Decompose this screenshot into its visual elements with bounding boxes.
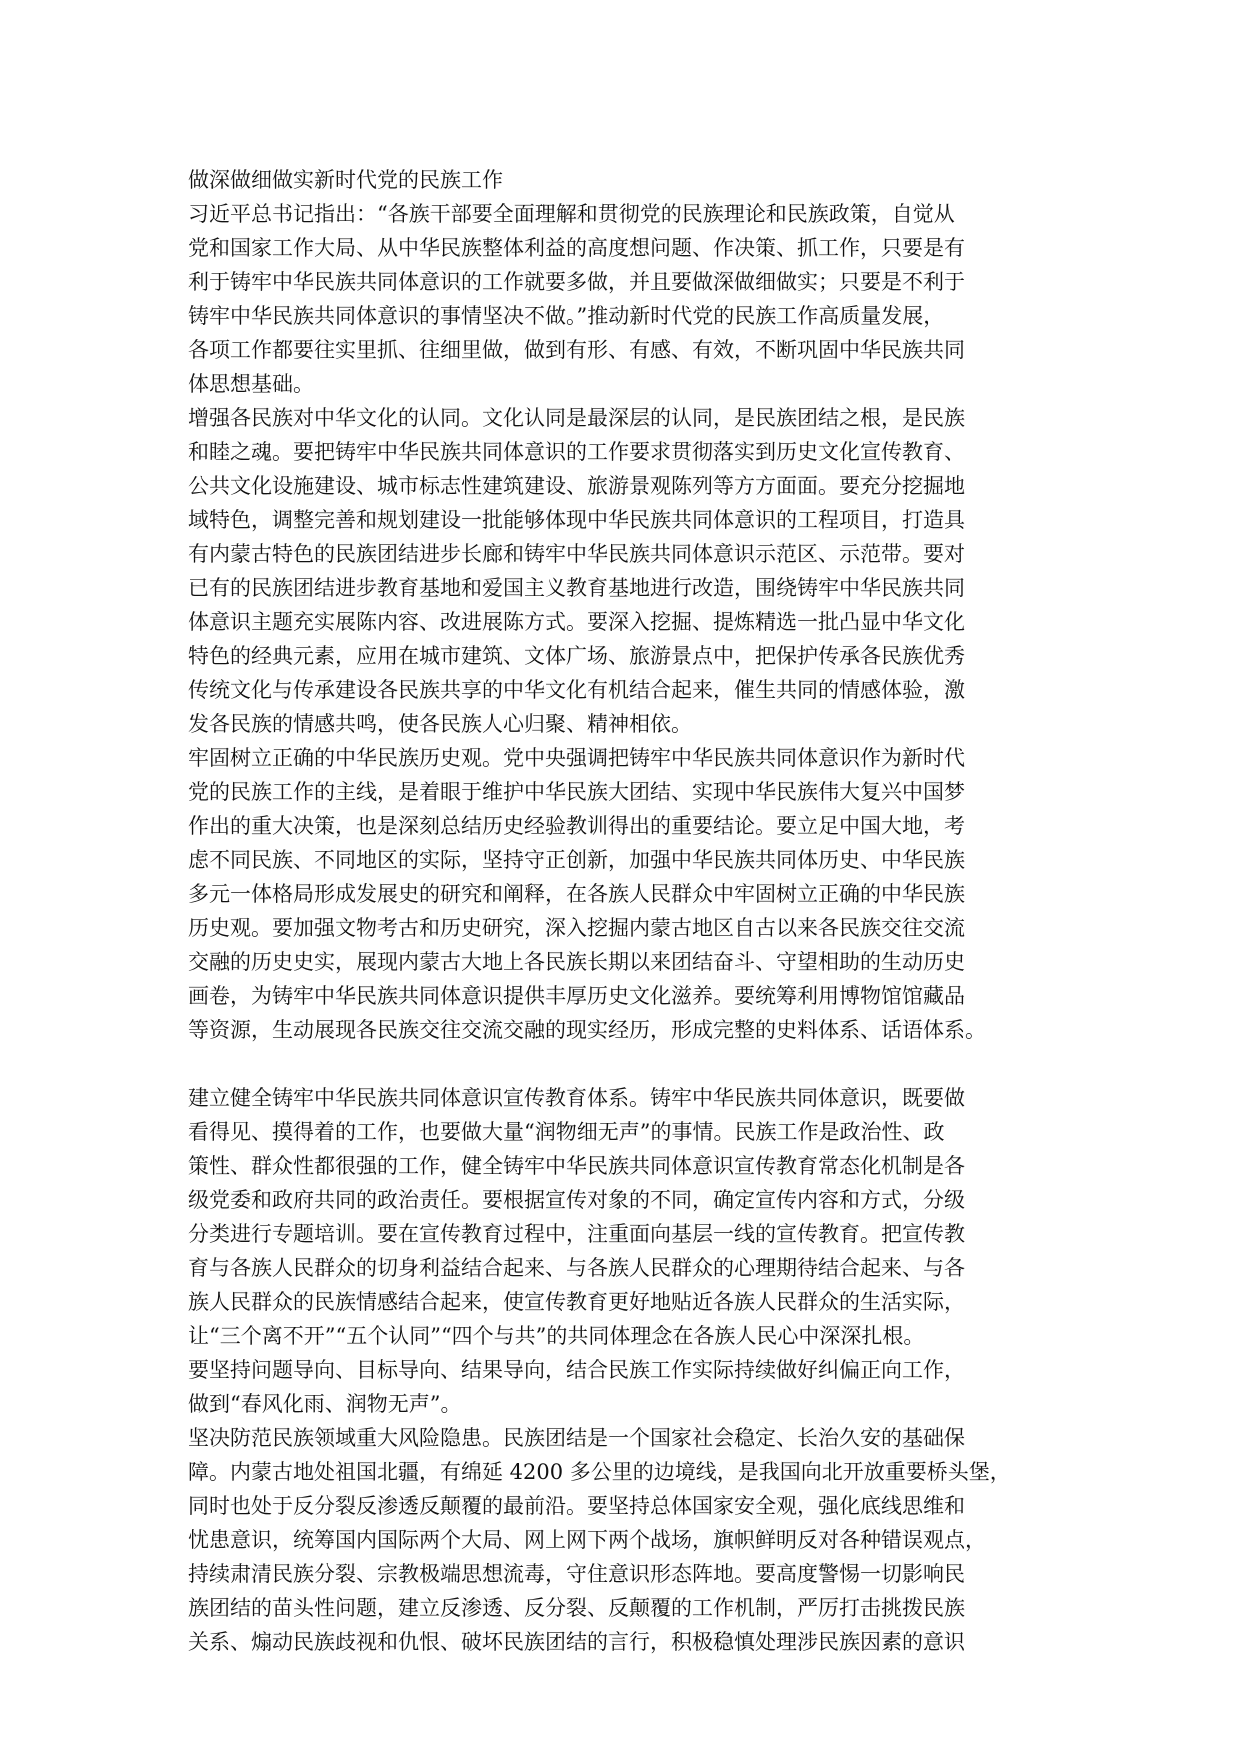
text-line: 族团结的苗头性问题，建立反渗透、反分裂、反颠覆的工作机制，严厉打击挑拨民族 xyxy=(188,1596,965,1620)
text-line: 级党委和政府共同的政治责任。要根据宣传对象的不同，确定宣传内容和方式，分级 xyxy=(188,1188,965,1212)
text-line: 持续肃清民族分裂、宗教极端思想流毒，守住意识形态阵地。要高度警惕一切影响民 xyxy=(188,1562,965,1586)
paragraph xyxy=(188,197,1088,401)
text-line: 让“三个离不开”“五个认同”“四个与共”的共同体理念在各族人民心中深深扎根。 xyxy=(188,1324,925,1348)
text-line: 域特色，调整完善和规划建设一批能够体现中华民族共同体意识的工程项目，打造具 xyxy=(188,508,965,532)
text-line: 育与各族人民群众的切身利益结合起来、与各族人民群众的心理期待结合起来、与各 xyxy=(188,1256,965,1280)
paragraph-spacer xyxy=(188,1047,1088,1081)
document-page xyxy=(188,163,1088,1659)
text-line: 要坚持问题导向、目标导向、结果导向，结合民族工作实际持续做好纠偏正向工作， xyxy=(188,1358,965,1382)
text-line: 同时也处于反分裂反渗透反颠覆的最前沿。要坚持总体国家安全观，强化底线思维和 xyxy=(188,1494,965,1518)
text-line: 各项工作都要往实里抓、往细里做，做到有形、有感、有效，不断巩固中华民族共同 xyxy=(188,338,965,362)
text-line: 牢固树立正确的中华民族历史观。党中央强调把铸牢中华民族共同体意识作为新时代 xyxy=(188,746,965,770)
text-line: 坚决防范民族领域重大风险隐患。民族团结是一个国家社会稳定、长治久安的基础保 xyxy=(188,1426,965,1450)
paragraph xyxy=(188,1081,1088,1421)
text-line: 党和国家工作大局、从中华民族整体利益的高度想问题、作决策、抓工作，只要是有 xyxy=(188,236,965,260)
document-title: 做深做细做实新时代党的民族工作 xyxy=(188,168,503,192)
text-line: 虑不同民族、不同地区的实际，坚持守正创新，加强中华民族共同体历史、中华民族 xyxy=(188,848,965,872)
text-line: 族人民群众的民族情感结合起来，使宣传教育更好地贴近各族人民群众的生活实际， xyxy=(188,1290,965,1314)
text-line: 发各民族的情感共鸣，使各民族人心归聚、精神相依。 xyxy=(188,712,692,736)
text-line: 体思想基础。 xyxy=(188,372,314,396)
paragraph xyxy=(188,401,1088,741)
text-line: 铸牢中华民族共同体意识的事情坚决不做。”推动新时代党的民族工作高质量发展， xyxy=(188,304,945,328)
text-line: 传统文化与传承建设各民族共享的中华文化有机结合起来，催生共同的情感体验，激 xyxy=(188,678,965,702)
text-line: 增强各民族对中华文化的认同。文化认同是最深层的认同，是民族团结之根，是民族 xyxy=(188,406,965,430)
text-line: 党的民族工作的主线，是着眼于维护中华民族大团结、实现中华民族伟大复兴中国梦 xyxy=(188,780,965,804)
text-line: 公共文化设施建设、城市标志性建筑建设、旅游景观陈列等方方面面。要充分挖掘地 xyxy=(188,474,965,498)
text-line: 画卷，为铸牢中华民族共同体意识提供丰厚历史文化滋养。要统筹利用博物馆馆藏品 xyxy=(188,984,965,1008)
text-line: 多元一体格局形成发展史的研究和阐释，在各族人民群众中牢固树立正确的中华民族 xyxy=(188,882,965,906)
text-line: 策性、群众性都很强的工作，健全铸牢中华民族共同体意识宣传教育常态化机制是各 xyxy=(188,1154,965,1178)
text-line: 有内蒙古特色的民族团结进步长廊和铸牢中华民族共同体意识示范区、示范带。要对 xyxy=(188,542,965,566)
text-line: 已有的民族团结进步教育基地和爱国主义教育基地进行改造，围绕铸牢中华民族共同 xyxy=(188,576,965,600)
text-line: 特色的经典元素，应用在城市建筑、文体广场、旅游景点中，把保护传承各民族优秀 xyxy=(188,644,965,668)
paragraph xyxy=(188,741,1088,1047)
text-line: 历史观。要加强文物考古和历史研究，深入挖掘内蒙古地区自古以来各民族交往交流 xyxy=(188,916,965,940)
text-line: 和睦之魂。要把铸牢中华民族共同体意识的工作要求贯彻落实到历史文化宣传教育、 xyxy=(188,440,965,464)
text-line: 关系、煽动民族歧视和仇恨、破坏民族团结的言行，积极稳慎处理涉民族因素的意识 xyxy=(188,1630,965,1654)
text-line: 忧患意识，统筹国内国际两个大局、网上网下两个战场，旗帜鲜明反对各种错误观点， xyxy=(188,1528,986,1552)
text-line: 分类进行专题培训。要在宣传教育过程中，注重面向基层一线的宣传教育。把宣传教 xyxy=(188,1222,965,1246)
text-line: 建立健全铸牢中华民族共同体意识宣传教育体系。铸牢中华民族共同体意识，既要做 xyxy=(188,1086,965,1110)
text-line: 习近平总书记指出：“各族干部要全面理解和贯彻党的民族理论和民族政策，自觉从 xyxy=(188,202,955,226)
text-line: 看得见、摸得着的工作，也要做大量“润物细无声”的事情。民族工作是政治性、政 xyxy=(188,1120,945,1144)
paragraph xyxy=(188,1421,1088,1659)
text-line: 作出的重大决策，也是深刻总结历史经验教训得出的重要结论。要立足中国大地，考 xyxy=(188,814,965,838)
document-body xyxy=(188,197,1088,1659)
text-line: 障。内蒙古地处祖国北疆，有绵延 4200 多公里的边境线，是我国向北开放重要桥头堡， xyxy=(188,1460,1011,1484)
text-line: 交融的历史史实，展现内蒙古大地上各民族长期以来团结奋斗、守望相助的生动历史 xyxy=(188,950,965,974)
text-line: 利于铸牢中华民族共同体意识的工作就要多做，并且要做深做细做实；只要是不利于 xyxy=(188,270,965,294)
text-line: 做到“春风化雨、润物无声”。 xyxy=(188,1392,462,1416)
text-line: 体意识主题充实展陈内容、改进展陈方式。要深入挖掘、提炼精选一批凸显中华文化 xyxy=(188,610,965,634)
text-line: 等资源，生动展现各民族交往交流交融的现实经历，形成完整的史料体系、话语体系。 xyxy=(188,1018,986,1042)
